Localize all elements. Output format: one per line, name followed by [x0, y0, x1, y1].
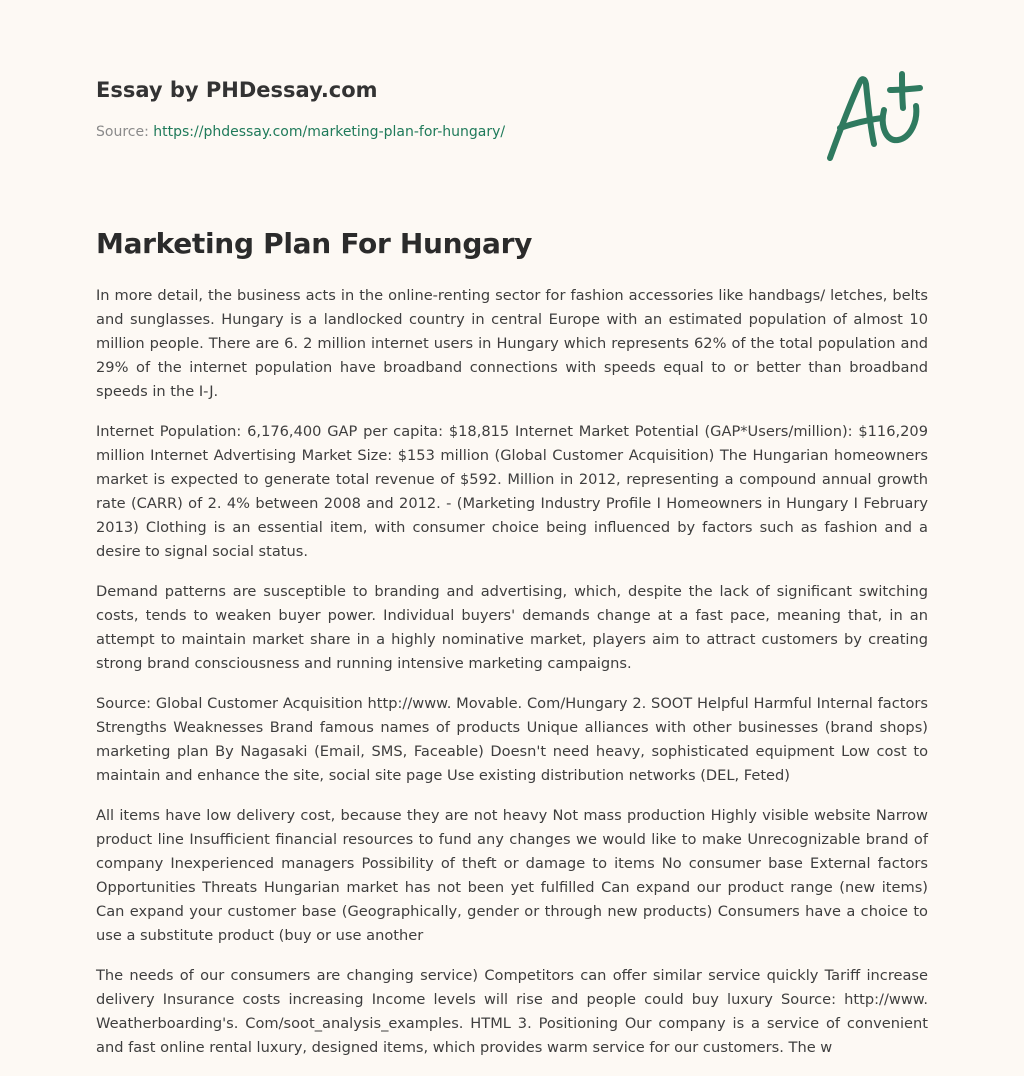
a-plus-logo-icon [820, 66, 930, 166]
paragraph: Internet Population: 6,176,400 GAP per capita: $18,815 Internet Market Potential (GAP*Users/million): $116,209 million Internet Advertising Market Size: $153 million (Global Customer Acquisition) The Hungarian homeowners market is expected to generate total revenue of $592. Million in 2012, representing a compound annual growth rate (CARR) of 2. 4% between 2008 and 2012. - (Marketing Industry Profile I Homeowners in Hungary I February 2013) Clothing is an essential item, with consumer choice being influenced by factors such as fashion and a desire to signal social status. [96, 423, 928, 560]
paragraph: In more detail, the business acts in the online-renting sector for fashion accessories like handbags/ letches, belts and sunglasses. Hungary is a landlocked country in central Europe with an estimated population of almost 10 million people. There are 6. 2 million internet users in Hungary which represents 62% of the total population and 29% of the internet population have broadband connections with speeds equal to or better than broadband speeds in the I-J. [96, 287, 928, 400]
brand-name: Essay by PHDessay.com [96, 78, 378, 102]
paragraph: Demand patterns are susceptible to branding and advertising, which, despite the lack of significant switching costs, tends to weaken buyer power. Individual buyers' demands change at a fast pace, meaning that, in an attempt to maintain market share in a highly nominative market, players aim to attract customers by creating strong brand consciousness and running intensive marketing campaigns. [96, 583, 928, 672]
source-link[interactable]: https://phdessay.com/marketing-plan-for-hungary/ [153, 124, 506, 140]
paragraph: Source: Global Customer Acquisition http://www. Movable. Com/Hungary 2. SOOT Helpful Harmful Internal factors Strengths Weaknesses Brand famous names of products Unique alliances with other businesses (brand shops) marketing plan By Nagasaki (Email, SMS, Faceable) Doesn't need heavy, sophisticated equipment Low cost to maintain and enhance the site, social site page Use existing distribution networks (DEL, Feted) [96, 695, 928, 784]
essay-body [96, 284, 928, 1076]
source-label: Source: [96, 124, 154, 140]
paragraph: The needs of our consumers are changing service) Competitors can offer similar service quickly Tariff increase delivery Insurance costs increasing Income levels will rise and people could buy luxury Source: http://www. Weatherboarding's. Com/soot_analysis_examples. HTML 3. Positioning Our company is a service of convenient and fast online rental luxury, designed items, which provides warm service for our customers. The w [96, 967, 928, 1056]
source-line [96, 122, 796, 142]
essay-title: Marketing Plan For Hungary [96, 227, 533, 260]
essay-header [96, 74, 796, 142]
paragraph: All items have low delivery cost, because they are not heavy Not mass production Highly visible website Narrow product line Insufficient financial resources to fund any changes we would like to make Unrecognizable brand of company Inexperienced managers Possibility of theft or damage to items No consumer base External factors Opportunities Threats Hungarian market has not been yet fulfilled Can expand our product range (new items) Can expand your customer base (Geographically, gender or through new products) Consumers have a choice to use a substitute product (buy or use another [96, 807, 928, 944]
